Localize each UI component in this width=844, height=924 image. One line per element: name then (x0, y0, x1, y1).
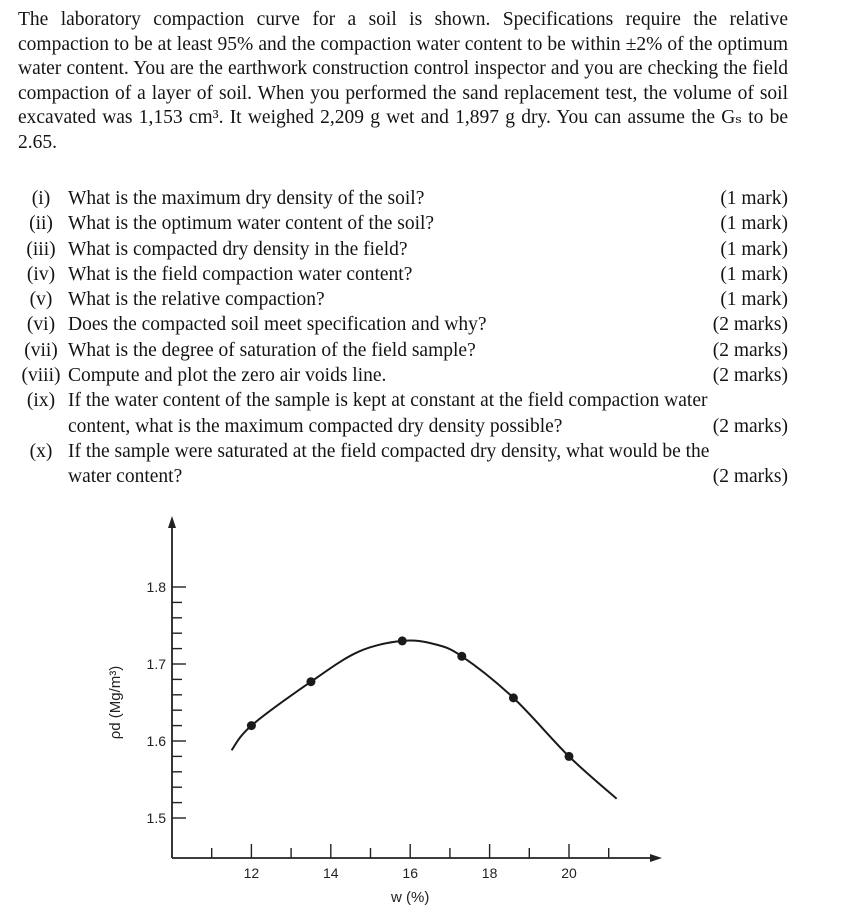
question-text: Does the compacted soil meet specification and why? (68, 314, 487, 336)
compaction-curve-chart (90, 510, 680, 910)
question-number: (iv) (26, 263, 56, 285)
question-item (14, 388, 790, 413)
question-text: What is the field compaction water content? (68, 263, 413, 285)
question-text: Compute and plot the zero air voids line. (68, 365, 387, 387)
question-item-continued (14, 414, 790, 439)
question-item (14, 262, 790, 287)
data-point (565, 752, 574, 761)
question-marks: (2 marks) (712, 314, 788, 336)
question-number: (iii) (26, 238, 56, 260)
question-number: (viii) (21, 365, 61, 387)
question-text: water content? (68, 466, 183, 488)
x-tick-label: 14 (323, 865, 339, 881)
question-item (14, 439, 790, 464)
y-tick-label: 1.7 (146, 656, 166, 672)
question-marks: (1 mark) (720, 238, 788, 260)
data-point (247, 721, 256, 730)
y-axis-label: ρd (Mg/m³) (107, 665, 124, 740)
question-marks: (1 mark) (720, 263, 788, 285)
question-number: (vi) (26, 314, 56, 336)
compaction-curve-line (232, 640, 617, 798)
question-number: (vii) (24, 339, 58, 361)
x-tick-label: 20 (561, 865, 577, 881)
question-text: What is the maximum dry density of the soil? (68, 188, 425, 209)
question-marks: (1 mark) (720, 289, 788, 311)
question-text: What is compacted dry density in the field? (68, 238, 408, 260)
x-tick-label: 16 (402, 865, 418, 881)
question-text: If the sample were saturated at the field compacted dry density, what would be the (68, 440, 710, 462)
data-point (509, 693, 518, 702)
question-marks: (2 marks) (712, 339, 788, 361)
question-text: What is the degree of saturation of the field sample? (68, 339, 476, 361)
data-point (398, 636, 407, 645)
y-tick-label: 1.6 (146, 733, 166, 749)
question-marks: (2 marks) (712, 365, 788, 387)
question-number: (ix) (26, 390, 56, 412)
question-marks: (1 mark) (720, 213, 788, 235)
x-axis-label: w (%) (391, 889, 430, 906)
question-item (14, 287, 790, 312)
question-number: (x) (29, 440, 53, 462)
question-item (14, 211, 790, 236)
question-text: What is the relative compaction? (68, 289, 325, 311)
y-tick-label: 1.5 (146, 810, 166, 826)
x-tick-label: 18 (481, 865, 498, 881)
question-text: content, what is the maximum compacted dry density possible? (68, 415, 563, 437)
question-number: (i) (31, 188, 51, 209)
problem-intro: The laboratory compaction curve for a soil is shown. Specifications require the relative compaction to be at least 95% and the compaction water content to be within ±2% of the optimum water content. You are the earthwork construction control inspector and you are checking the field compaction of a layer of soil. When you performed the sand replacement test, the volume of soil excavated was 1,153 cm³. It weighed 2,209 g wet and 1,897 g dry. You can assume the Gₛ to be 2.65. (18, 9, 788, 153)
question-marks: (2 marks) (712, 466, 788, 488)
data-point (306, 677, 315, 686)
question-item-continued (14, 464, 790, 489)
data-point (457, 652, 466, 661)
x-axis-arrow (650, 854, 662, 862)
question-number: (ii) (29, 213, 53, 235)
question-item (14, 338, 790, 363)
y-tick-label: 1.8 (146, 579, 166, 595)
question-text: What is the optimum water content of the soil? (68, 213, 435, 235)
question-marks: (1 mark) (720, 188, 788, 209)
question-item (14, 363, 790, 388)
question-list (14, 186, 790, 490)
question-item (14, 312, 790, 337)
question-item (14, 237, 790, 262)
question-number: (v) (29, 289, 53, 311)
question-item (14, 186, 790, 211)
x-tick-label: 12 (243, 865, 260, 881)
question-marks: (2 marks) (712, 415, 788, 437)
y-axis-arrow (168, 516, 176, 528)
question-text: If the water content of the sample is kept at constant at the field compaction water (68, 390, 708, 412)
